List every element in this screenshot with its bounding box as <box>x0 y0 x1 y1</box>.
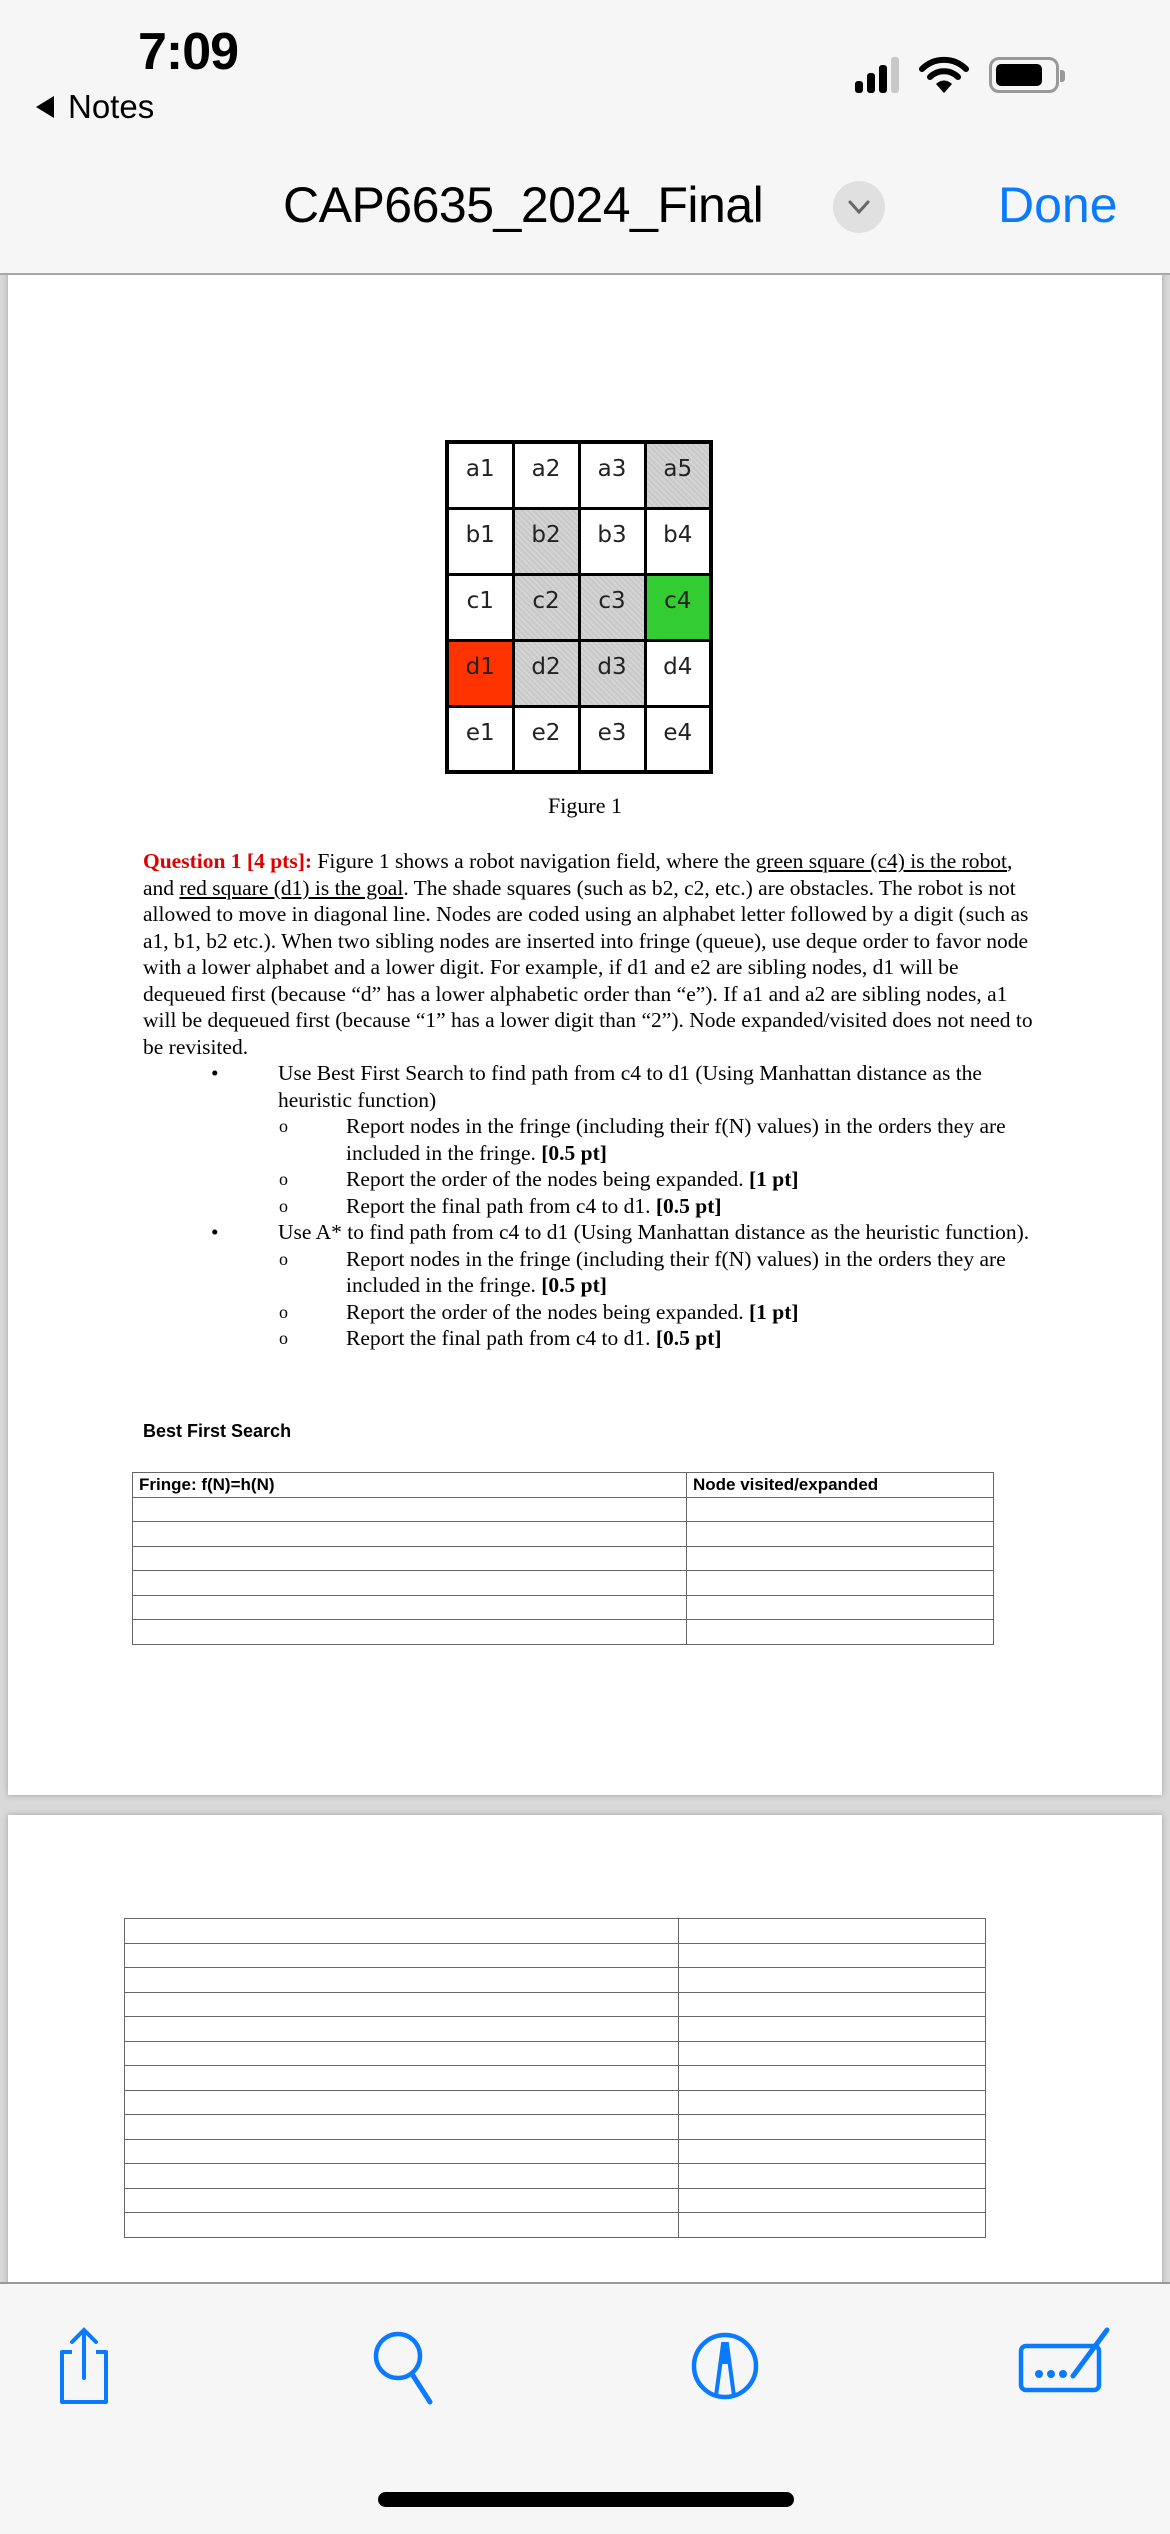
visited-cell <box>679 2066 986 2091</box>
grid-cell-obstacle: d3 <box>579 640 645 706</box>
question-subpart: o Report the order of the nodes being expanded. [1 pt] <box>143 1166 1043 1193</box>
table-header-row <box>133 1473 994 1498</box>
points-label: [1 pt] <box>749 1167 799 1191</box>
done-button[interactable]: Done <box>998 177 1118 233</box>
grid-cell-obstacle: b2 <box>513 508 579 574</box>
table-row <box>133 1497 994 1522</box>
grid-cell-free: d4 <box>645 640 711 706</box>
fringe-cell <box>125 2164 679 2189</box>
fringe-cell <box>125 1943 679 1968</box>
table-row <box>125 2188 986 2213</box>
fringe-cell <box>125 1992 679 2017</box>
fringe-cell <box>125 2188 679 2213</box>
table-row <box>133 1620 994 1645</box>
table-row <box>125 2213 986 2238</box>
grid-cell-free: b3 <box>579 508 645 574</box>
visited-cell <box>679 2213 986 2238</box>
grid-row <box>447 574 711 640</box>
visited-cell <box>679 1943 986 1968</box>
document-page-1 <box>8 258 1162 1795</box>
fringe-cell <box>125 2041 679 2066</box>
grid-cell-free: e4 <box>645 706 711 772</box>
question-subpart: o Report the final path from c4 to d1. [0.5 pt] <box>143 1193 1043 1220</box>
visited-cell <box>679 1968 986 1993</box>
points-label: [0.5 pt] <box>655 1193 722 1218</box>
title-menu-button[interactable] <box>833 181 885 233</box>
fringe-cell <box>133 1571 687 1596</box>
question-subpart: o Report the final path from c4 to d1. [0.5 pt] <box>143 1325 1043 1352</box>
share-icon[interactable] <box>52 2326 116 2406</box>
question-intro: Question 1 [4 pts]: Figure 1 shows a robot navigation field, where the green square (c4) is the robot, and red square (d1) is the goal. The shade squares (such as b2, c2, etc.) are obstacles. The robot is not allowed to move in diagonal line. Nodes are coded using an alphabet letter followed by a digit (such as a1, b1, b2 etc.). When two sibling nodes are inserted into fringe (queue), use deque order to favor node with a lower alphabet and a lower digit. For example, if d1 and e2 are sibling nodes, d1 will be dequeued first (because “d” has a lower alphabetic order than “e”). If a1 and a2 are sibling nodes, a1 will be dequeued first (because “1” has a lower digit than “2”). Node expanded/visited does not need to be revisited. <box>143 849 1033 1059</box>
visited-cell <box>679 1992 986 2017</box>
fringe-header: Fringe: f(N)=h(N) <box>133 1473 687 1498</box>
table-row <box>125 2164 986 2189</box>
grid-cell-free: a1 <box>447 442 513 508</box>
table-row <box>133 1522 994 1547</box>
visited-cell <box>679 1919 986 1944</box>
question-text <box>143 848 1043 1352</box>
grid-cell-free: e3 <box>579 706 645 772</box>
figure-caption: Figure 1 <box>548 793 622 818</box>
status-time: 7:09 <box>138 23 239 81</box>
points-label: [0.5 pt] <box>655 1326 722 1350</box>
grid-cell-obstacle: a5 <box>645 442 711 508</box>
visited-cell <box>679 2188 986 2213</box>
back-label: Notes <box>68 88 155 125</box>
continued-answer-table <box>124 1918 986 2238</box>
question-subpart: o Report nodes in the fringe (including their f(N) values) in the orders they are included in the fringe. [0.5 pt] <box>143 1113 1043 1166</box>
table-row <box>125 2139 986 2164</box>
top-navigation-bar <box>0 0 1170 275</box>
fringe-cell <box>133 1595 687 1620</box>
markup-icon[interactable] <box>690 2326 760 2406</box>
grid-cell-free: e2 <box>513 706 579 772</box>
visited-cell <box>687 1522 994 1547</box>
table-row <box>133 1571 994 1596</box>
grid-row <box>447 640 711 706</box>
home-indicator[interactable] <box>378 2492 794 2507</box>
grid-cell-free: b4 <box>645 508 711 574</box>
chevron-down-icon <box>848 200 870 214</box>
question-part: • Use A* to find path from c4 to d1 (Using Manhattan distance as the heuristic function). <box>143 1219 1043 1246</box>
visited-header: Node visited/expanded <box>687 1473 994 1498</box>
points-label: [0.5 pt] <box>541 1140 607 1165</box>
visited-cell <box>687 1595 994 1620</box>
visited-cell <box>679 2017 986 2042</box>
search-icon[interactable] <box>370 2326 440 2406</box>
points-label: [1 pt] <box>749 1299 799 1324</box>
table-row <box>133 1546 994 1571</box>
question-parts <box>143 1060 1043 1352</box>
grid-cell-obstacle: c2 <box>513 574 579 640</box>
wifi-icon <box>919 56 969 94</box>
visited-cell <box>687 1571 994 1596</box>
grid-cell-goal: d1 <box>447 640 513 706</box>
fringe-cell <box>125 1919 679 1944</box>
grid-cell-free: a3 <box>579 442 645 508</box>
fringe-cell <box>125 2017 679 2042</box>
table-row <box>125 1992 986 2017</box>
table-row <box>133 1595 994 1620</box>
visited-cell <box>687 1620 994 1645</box>
grid-cell-free: b1 <box>447 508 513 574</box>
fringe-cell <box>133 1522 687 1547</box>
fringe-cell <box>125 1968 679 1993</box>
table-row <box>125 2090 986 2115</box>
visited-cell <box>687 1546 994 1571</box>
fringe-cell <box>133 1546 687 1571</box>
visited-cell <box>679 2139 986 2164</box>
fringe-cell <box>125 2115 679 2140</box>
fringe-cell <box>125 2139 679 2164</box>
table-row <box>125 2066 986 2091</box>
grid-cell-free: e1 <box>447 706 513 772</box>
question-heading: Question 1 [4 pts]: <box>143 849 313 873</box>
form-fill-icon[interactable] <box>1015 2326 1115 2406</box>
table-row <box>125 2041 986 2066</box>
visited-cell <box>679 2090 986 2115</box>
visited-cell <box>679 2115 986 2140</box>
grid-cell-obstacle: c3 <box>579 574 645 640</box>
points-label: [0.5 pt] <box>541 1273 607 1297</box>
grid-cell-robot: c4 <box>645 574 711 640</box>
grid-cell-free: c1 <box>447 574 513 640</box>
visited-cell <box>679 2164 986 2189</box>
table-row <box>125 2017 986 2042</box>
bfs-table-label: Best First Search <box>143 1421 292 1441</box>
bfs-answer-table <box>132 1472 994 1645</box>
fringe-cell <box>133 1497 687 1522</box>
question-subpart: o Report nodes in the fringe (including their f(N) values) in the orders they are included in the fringe. [0.5 pt] <box>143 1246 1043 1299</box>
fringe-cell <box>125 2213 679 2238</box>
status-icons <box>855 56 1059 94</box>
question-part: • Use Best First Search to find path from c4 to d1 (Using Manhattan distance as the heuristic function) <box>143 1060 1043 1113</box>
grid-cell-free: a2 <box>513 442 579 508</box>
table-row <box>125 1919 986 1944</box>
document-title[interactable]: CAP6635_2024_Final <box>283 177 764 233</box>
fringe-cell <box>125 2090 679 2115</box>
question-subpart: o Report the order of the nodes being expanded. [1 pt] <box>143 1299 1043 1326</box>
back-to-notes-button[interactable] <box>36 88 154 126</box>
visited-cell <box>687 1497 994 1522</box>
table-row <box>125 2115 986 2140</box>
figure-grid <box>445 440 713 774</box>
battery-icon <box>989 57 1059 93</box>
back-arrow-icon <box>36 96 54 118</box>
grid-row <box>447 706 711 772</box>
signal-icon <box>855 57 899 93</box>
table-row <box>125 1968 986 1993</box>
grid-row <box>447 508 711 574</box>
table-row <box>125 1943 986 1968</box>
fringe-cell <box>125 2066 679 2091</box>
grid-row <box>447 442 711 508</box>
visited-cell <box>679 2041 986 2066</box>
grid-cell-obstacle: d2 <box>513 640 579 706</box>
fringe-cell <box>133 1620 687 1645</box>
